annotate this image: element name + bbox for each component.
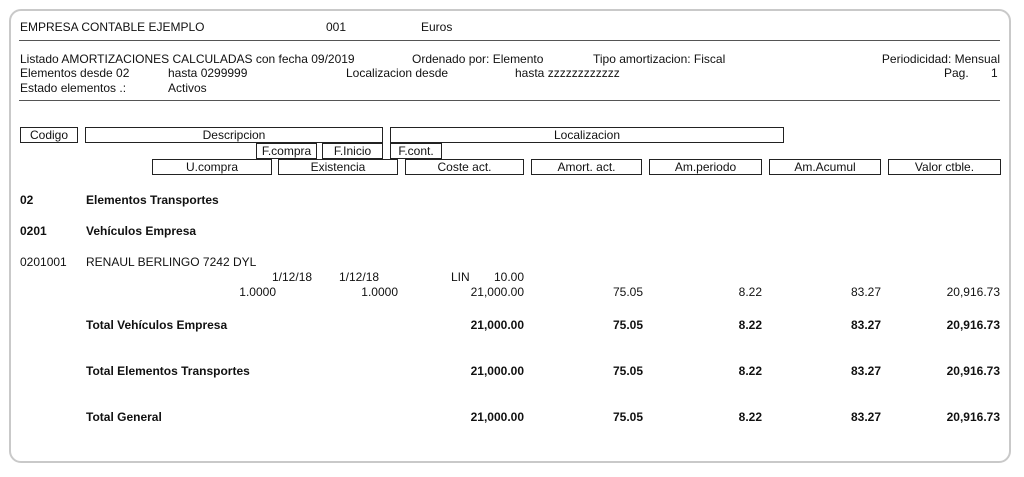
total-amort: 75.05 (612, 364, 643, 378)
item-method: LIN (451, 270, 470, 284)
elements-to: hasta 0299999 (168, 66, 248, 80)
page-label: Pag. (944, 66, 969, 80)
item-acumul: 83.27 (850, 285, 881, 299)
location-to: hasta zzzzzzzzzzzz (515, 66, 620, 80)
col-header-f-cont: F.cont. (390, 143, 442, 159)
col-header-coste-act: Coste act. (405, 159, 524, 175)
col-header-u-compra: U.compra (152, 159, 272, 175)
elements-from: Elementos desde 02 (20, 66, 130, 80)
col-header-am-periodo: Am.periodo (649, 159, 762, 175)
item-rate: 10.00 (493, 270, 524, 284)
subgroup-code: 0201 (20, 224, 47, 238)
elements-state-label: Estado elementos .: (20, 81, 127, 95)
ordered-by: Ordenado por: Elemento (412, 52, 544, 66)
subgroup-name: Vehículos Empresa (86, 224, 197, 238)
col-header-valor-ctble: Valor ctble. (888, 159, 1001, 175)
periodicity: Periodicidad: Mensual (881, 52, 1000, 66)
group-code: 02 (20, 193, 34, 207)
total-amort: 75.05 (612, 318, 643, 332)
total-periodo: 8.22 (738, 364, 762, 378)
total-amort: 75.05 (612, 410, 643, 424)
listing-title: Listado AMORTIZACIONES CALCULADAS con fecha 09/2019 (20, 52, 355, 66)
col-header-amort-act: Amort. act. (531, 159, 642, 175)
col-header-localizacion: Localizacion (390, 127, 784, 143)
total-label: Total Vehículos Empresa (86, 318, 228, 332)
item-code: 0201001 (20, 255, 67, 269)
col-header-f-compra: F.compra (256, 143, 317, 159)
header-divider (19, 40, 1000, 41)
total-valor: 20,916.73 (946, 410, 1000, 424)
company-code: 001 (326, 20, 347, 34)
total-label: Total Elementos Transportes (86, 364, 250, 378)
total-coste: 21,000.00 (470, 364, 524, 378)
total-coste: 21,000.00 (470, 318, 524, 332)
item-valor: 20,916.73 (946, 285, 1000, 299)
total-valor: 20,916.73 (946, 318, 1000, 332)
total-coste: 21,000.00 (470, 410, 524, 424)
currency: Euros (421, 20, 453, 34)
info-divider (19, 100, 1000, 101)
total-label: Total General (86, 410, 162, 424)
item-name: RENAUL BERLINGO 7242 DYL (86, 255, 257, 269)
item-amort: 75.05 (612, 285, 643, 299)
item-f-compra: 1/12/18 (272, 270, 313, 284)
total-valor: 20,916.73 (946, 364, 1000, 378)
page-number: 1 (991, 66, 998, 80)
col-header-am-acumul: Am.Acumul (769, 159, 881, 175)
item-f-inicio: 1/12/18 (339, 270, 380, 284)
col-header-codigo: Codigo (20, 127, 78, 143)
col-header-f-inicio: F.Inicio (322, 143, 383, 159)
item-coste: 21,000.00 (470, 285, 524, 299)
group-name: Elementos Transportes (86, 193, 219, 207)
company-name: EMPRESA CONTABLE EJEMPLO (20, 20, 205, 34)
amortization-type: Tipo amortizacion: Fiscal (593, 52, 726, 66)
location-from: Localizacion desde (346, 66, 449, 80)
total-acumul: 83.27 (850, 318, 881, 332)
col-header-descripcion: Descripcion (85, 127, 383, 143)
total-periodo: 8.22 (738, 410, 762, 424)
item-u-compra: 1.0000 (239, 285, 276, 299)
elements-state-value: Activos (168, 81, 207, 95)
total-acumul: 83.27 (850, 410, 881, 424)
item-existencia: 1.0000 (361, 285, 398, 299)
total-acumul: 83.27 (850, 364, 881, 378)
col-header-existencia: Existencia (278, 159, 398, 175)
item-periodo: 8.22 (738, 285, 762, 299)
total-periodo: 8.22 (738, 318, 762, 332)
